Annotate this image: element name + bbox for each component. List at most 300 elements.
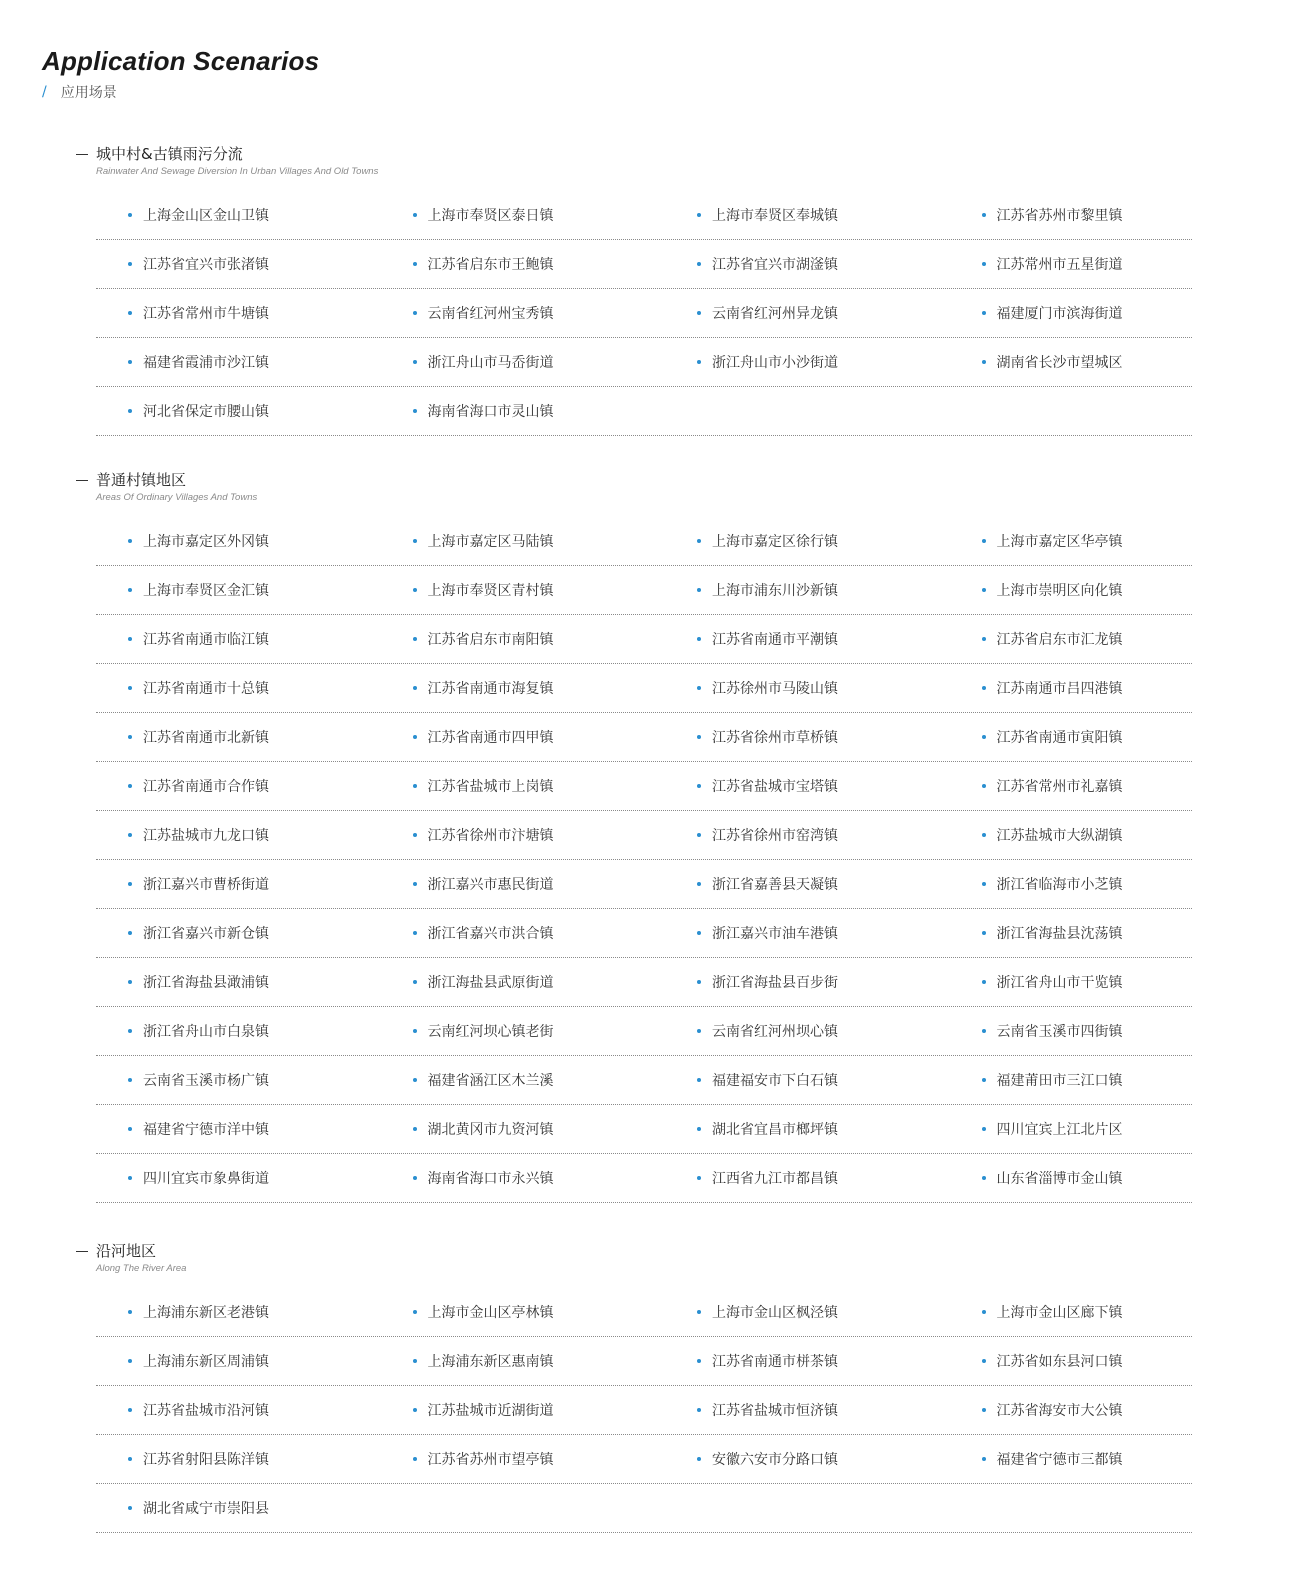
location-label: 福建省宁德市三都镇 bbox=[996, 1452, 1123, 1468]
location-label: 海南省海口市永兴镇 bbox=[427, 1171, 554, 1187]
bullet-icon bbox=[697, 931, 701, 935]
list-item bbox=[381, 678, 666, 698]
location-label: 云南省玉溪市四街镇 bbox=[996, 1024, 1123, 1040]
list-item bbox=[96, 1449, 381, 1469]
list-item bbox=[381, 727, 666, 747]
location-label: 浙江嘉兴市油车港镇 bbox=[712, 926, 838, 942]
bullet-icon bbox=[413, 588, 417, 592]
bullet-icon bbox=[413, 1127, 417, 1131]
bullet-icon bbox=[128, 311, 132, 315]
location-label: 福建福安市下白石镇 bbox=[712, 1073, 838, 1089]
location-label: 江苏省徐州市汴塘镇 bbox=[427, 828, 554, 844]
list-row bbox=[96, 1056, 1192, 1105]
bullet-icon bbox=[128, 1029, 132, 1033]
list-item bbox=[665, 874, 950, 894]
location-label: 四川宜宾市象鼻街道 bbox=[143, 1171, 269, 1187]
bullet-icon bbox=[413, 980, 417, 984]
location-list bbox=[96, 517, 1192, 1203]
list-item bbox=[950, 1021, 1192, 1041]
bullet-icon bbox=[413, 882, 417, 886]
location-label: 江苏省启东市王鲍镇 bbox=[427, 257, 554, 273]
location-list bbox=[96, 191, 1192, 436]
list-row bbox=[96, 1484, 1192, 1533]
list-item bbox=[665, 1119, 950, 1139]
location-label: 江苏省常州市牛塘镇 bbox=[143, 306, 269, 322]
list-item bbox=[381, 205, 666, 225]
location-label: 江苏省南通市栟茶镇 bbox=[712, 1354, 838, 1370]
location-label: 江苏省南通市合作镇 bbox=[143, 779, 269, 795]
bullet-icon bbox=[697, 262, 701, 266]
bullet-icon bbox=[697, 539, 701, 543]
bullet-icon bbox=[982, 1408, 986, 1412]
location-label: 福建莆田市三江口镇 bbox=[996, 1073, 1123, 1089]
list-item bbox=[950, 254, 1192, 274]
location-label: 江苏省海安市大公镇 bbox=[996, 1403, 1123, 1419]
location-label: 江苏省南通市临江镇 bbox=[143, 632, 269, 648]
location-label: 江苏省启东市汇龙镇 bbox=[996, 632, 1123, 648]
list-item bbox=[381, 1021, 666, 1041]
location-label: 上海市嘉定区徐行镇 bbox=[712, 534, 838, 550]
location-label: 浙江省嘉兴市洪合镇 bbox=[427, 926, 554, 942]
location-label: 云南省玉溪市杨广镇 bbox=[143, 1073, 269, 1089]
page-subtitle-row bbox=[42, 82, 319, 102]
location-label: 江苏省南通市海复镇 bbox=[427, 681, 554, 697]
location-label: 江西省九江市都昌镇 bbox=[712, 1171, 838, 1187]
list-item bbox=[950, 825, 1192, 845]
list-item bbox=[950, 1168, 1192, 1188]
location-label: 江苏省宜兴市湖滏镇 bbox=[712, 257, 838, 273]
list-item bbox=[950, 1449, 1192, 1469]
list-item bbox=[381, 352, 666, 372]
bullet-icon bbox=[128, 1127, 132, 1131]
list-item bbox=[950, 1400, 1192, 1420]
location-label: 上海市奉贤区金汇镇 bbox=[143, 583, 269, 599]
location-label: 江苏盐城市九龙口镇 bbox=[143, 828, 269, 844]
list-item bbox=[381, 629, 666, 649]
bullet-icon bbox=[697, 735, 701, 739]
bullet-icon bbox=[413, 1078, 417, 1082]
location-label: 江苏省徐州市窑湾镇 bbox=[712, 828, 838, 844]
bullet-icon bbox=[982, 539, 986, 543]
bullet-icon bbox=[413, 931, 417, 935]
bullet-icon bbox=[982, 360, 986, 364]
location-label: 山东省淄博市金山镇 bbox=[996, 1171, 1123, 1187]
location-label: 上海金山区金山卫镇 bbox=[143, 208, 269, 224]
list-row bbox=[96, 664, 1192, 713]
bullet-icon bbox=[982, 1359, 986, 1363]
list-item bbox=[665, 580, 950, 600]
section-title-en: Along The River Area bbox=[96, 1263, 187, 1274]
location-label: 江苏省苏州市黎里镇 bbox=[996, 208, 1123, 224]
section-title-en: Areas Of Ordinary Villages And Towns bbox=[96, 492, 258, 503]
location-label: 江苏省盐城市沿河镇 bbox=[143, 1403, 269, 1419]
location-label: 江苏盐城市大纵湖镇 bbox=[996, 828, 1123, 844]
section-heading bbox=[76, 470, 1192, 492]
bullet-icon bbox=[413, 311, 417, 315]
location-label: 江苏省南通市寅阳镇 bbox=[996, 730, 1123, 746]
section-title-cn: 城中村&古镇雨污分流 bbox=[96, 145, 243, 163]
bullet-icon bbox=[413, 1359, 417, 1363]
bullet-icon bbox=[982, 686, 986, 690]
bullet-icon bbox=[982, 735, 986, 739]
bullet-icon bbox=[697, 1408, 701, 1412]
list-item bbox=[950, 923, 1192, 943]
list-item bbox=[950, 678, 1192, 698]
bullet-icon bbox=[982, 931, 986, 935]
list-item bbox=[665, 825, 950, 845]
location-label: 浙江舟山市小沙街道 bbox=[712, 355, 838, 371]
list-item bbox=[665, 776, 950, 796]
bullet-icon bbox=[697, 980, 701, 984]
list-item bbox=[96, 352, 381, 372]
location-label: 浙江嘉兴市曹桥街道 bbox=[143, 877, 269, 893]
location-label: 上海市嘉定区外冈镇 bbox=[143, 534, 269, 550]
bullet-icon bbox=[413, 409, 417, 413]
bullet-icon bbox=[982, 1457, 986, 1461]
list-item bbox=[665, 1168, 950, 1188]
location-label: 江苏省南通市北新镇 bbox=[143, 730, 269, 746]
list-row bbox=[96, 860, 1192, 909]
dash-decoration bbox=[76, 480, 88, 481]
list-item bbox=[96, 1119, 381, 1139]
list-row bbox=[96, 1105, 1192, 1154]
section-ordinary-villages bbox=[76, 470, 1192, 1203]
location-label: 浙江海盐县武原街道 bbox=[427, 975, 554, 991]
list-item bbox=[96, 1168, 381, 1188]
list-row bbox=[96, 958, 1192, 1007]
location-label: 浙江省嘉善县天凝镇 bbox=[712, 877, 838, 893]
bullet-icon bbox=[413, 686, 417, 690]
section-river-area bbox=[76, 1241, 1192, 1533]
list-item bbox=[96, 678, 381, 698]
bullet-icon bbox=[982, 833, 986, 837]
location-label: 云南红河坝心镇老街 bbox=[427, 1024, 554, 1040]
list-item bbox=[381, 825, 666, 845]
bullet-icon bbox=[413, 1310, 417, 1314]
bullet-icon bbox=[128, 637, 132, 641]
list-item bbox=[381, 1168, 666, 1188]
location-label: 海南省海口市灵山镇 bbox=[427, 404, 554, 420]
page-title: Application Scenarios bbox=[42, 46, 320, 76]
bullet-icon bbox=[413, 735, 417, 739]
location-label: 上海浦东新区周浦镇 bbox=[143, 1354, 269, 1370]
location-label: 上海浦东新区老港镇 bbox=[143, 1305, 269, 1321]
bullet-icon bbox=[128, 1506, 132, 1510]
location-label: 安徽六安市分路口镇 bbox=[712, 1452, 838, 1468]
list-item bbox=[381, 401, 666, 421]
location-label: 江苏省南通市平潮镇 bbox=[712, 632, 838, 648]
list-item bbox=[950, 1119, 1192, 1139]
list-item bbox=[665, 254, 950, 274]
bullet-icon bbox=[982, 311, 986, 315]
list-row bbox=[96, 909, 1192, 958]
list-row bbox=[96, 1288, 1192, 1337]
location-label: 浙江省嘉兴市新仓镇 bbox=[143, 926, 269, 942]
bullet-icon bbox=[128, 1359, 132, 1363]
list-item bbox=[950, 727, 1192, 747]
bullet-icon bbox=[413, 784, 417, 788]
list-item bbox=[96, 923, 381, 943]
location-label: 上海市浦东川沙新镇 bbox=[712, 583, 838, 599]
bullet-icon bbox=[697, 1176, 701, 1180]
section-title-cn: 普通村镇地区 bbox=[96, 471, 187, 489]
list-item bbox=[665, 1449, 950, 1469]
bullet-icon bbox=[128, 833, 132, 837]
location-label: 湖北省咸宁市崇阳县 bbox=[143, 1501, 269, 1517]
location-label: 江苏省常州市礼嘉镇 bbox=[996, 779, 1123, 795]
bullet-icon bbox=[128, 686, 132, 690]
bullet-icon bbox=[128, 735, 132, 739]
list-row bbox=[96, 615, 1192, 664]
list-item bbox=[96, 776, 381, 796]
bullet-icon bbox=[128, 1408, 132, 1412]
list-item bbox=[381, 1070, 666, 1090]
list-item bbox=[96, 874, 381, 894]
location-label: 云南省红河州宝秀镇 bbox=[427, 306, 554, 322]
location-list bbox=[96, 1288, 1192, 1533]
list-item bbox=[665, 352, 950, 372]
bullet-icon bbox=[982, 213, 986, 217]
list-item bbox=[950, 776, 1192, 796]
bullet-icon bbox=[982, 1078, 986, 1082]
location-label: 福建厦门市滨海街道 bbox=[996, 306, 1123, 322]
section-title-cn: 沿河地区 bbox=[96, 1242, 157, 1260]
bullet-icon bbox=[697, 1359, 701, 1363]
list-row bbox=[96, 1435, 1192, 1484]
location-label: 浙江省临海市小芝镇 bbox=[996, 877, 1123, 893]
bullet-icon bbox=[697, 882, 701, 886]
list-item bbox=[381, 1351, 666, 1371]
list-item bbox=[96, 1351, 381, 1371]
list-item bbox=[96, 1021, 381, 1041]
bullet-icon bbox=[128, 360, 132, 364]
bullet-icon bbox=[413, 262, 417, 266]
section-heading bbox=[76, 1241, 1192, 1263]
location-label: 浙江省海盐县澉浦镇 bbox=[143, 975, 269, 991]
bullet-icon bbox=[982, 1310, 986, 1314]
location-label: 福建省宁德市洋中镇 bbox=[143, 1122, 269, 1138]
bullet-icon bbox=[697, 686, 701, 690]
bullet-icon bbox=[128, 1457, 132, 1461]
list-item bbox=[665, 1021, 950, 1041]
list-row bbox=[96, 191, 1192, 240]
page-header bbox=[42, 44, 319, 102]
location-label: 江苏省南通市十总镇 bbox=[143, 681, 269, 697]
location-label: 江苏省盐城市宝塔镇 bbox=[712, 779, 838, 795]
list-row bbox=[96, 566, 1192, 615]
list-item bbox=[381, 923, 666, 943]
dash-decoration bbox=[76, 1251, 88, 1252]
bullet-icon bbox=[697, 637, 701, 641]
bullet-icon bbox=[413, 1408, 417, 1412]
list-item bbox=[665, 1302, 950, 1322]
bullet-icon bbox=[697, 213, 701, 217]
bullet-icon bbox=[128, 1310, 132, 1314]
list-item bbox=[381, 776, 666, 796]
location-label: 云南省红河州坝心镇 bbox=[712, 1024, 838, 1040]
list-item bbox=[665, 1351, 950, 1371]
bullet-icon bbox=[982, 882, 986, 886]
location-label: 湖南省长沙市望城区 bbox=[996, 355, 1123, 371]
location-label: 上海市嘉定区马陆镇 bbox=[427, 534, 554, 550]
list-row bbox=[96, 289, 1192, 338]
bullet-icon bbox=[413, 637, 417, 641]
location-label: 上海市崇明区向化镇 bbox=[996, 583, 1123, 599]
list-item bbox=[96, 629, 381, 649]
bullet-icon bbox=[697, 311, 701, 315]
bullet-icon bbox=[128, 213, 132, 217]
location-label: 上海市嘉定区华亭镇 bbox=[996, 534, 1123, 550]
location-label: 上海市金山区廊下镇 bbox=[996, 1305, 1123, 1321]
list-row bbox=[96, 762, 1192, 811]
bullet-icon bbox=[697, 360, 701, 364]
bullet-icon bbox=[982, 262, 986, 266]
bullet-icon bbox=[413, 1457, 417, 1461]
list-item bbox=[96, 254, 381, 274]
location-label: 浙江省海盐县百步街 bbox=[712, 975, 838, 991]
list-item bbox=[950, 531, 1192, 551]
list-item bbox=[381, 254, 666, 274]
list-item bbox=[96, 531, 381, 551]
location-label: 上海市金山区枫泾镇 bbox=[712, 1305, 838, 1321]
list-row bbox=[96, 1337, 1192, 1386]
bullet-icon bbox=[413, 833, 417, 837]
bullet-icon bbox=[413, 1029, 417, 1033]
bullet-icon bbox=[982, 637, 986, 641]
bullet-icon bbox=[128, 409, 132, 413]
bullet-icon bbox=[697, 1457, 701, 1461]
location-label: 江苏盐城市近湖街道 bbox=[427, 1403, 554, 1419]
list-row bbox=[96, 1007, 1192, 1056]
bullet-icon bbox=[982, 1176, 986, 1180]
list-item bbox=[381, 1449, 666, 1469]
bullet-icon bbox=[413, 213, 417, 217]
list-item bbox=[665, 678, 950, 698]
location-label: 江苏省盐城市上岗镇 bbox=[427, 779, 554, 795]
list-item bbox=[96, 1302, 381, 1322]
bullet-icon bbox=[697, 1310, 701, 1314]
bullet-icon bbox=[128, 1078, 132, 1082]
location-label: 江苏省徐州市草桥镇 bbox=[712, 730, 838, 746]
bullet-icon bbox=[128, 931, 132, 935]
list-item bbox=[381, 1302, 666, 1322]
bullet-icon bbox=[128, 1176, 132, 1180]
bullet-icon bbox=[128, 262, 132, 266]
list-item bbox=[96, 401, 381, 421]
list-item bbox=[96, 1070, 381, 1090]
bullet-icon bbox=[413, 539, 417, 543]
bullet-icon bbox=[413, 1176, 417, 1180]
list-item bbox=[950, 580, 1192, 600]
list-item bbox=[96, 580, 381, 600]
list-row bbox=[96, 713, 1192, 762]
location-label: 江苏省如东县河口镇 bbox=[996, 1354, 1123, 1370]
section-heading bbox=[76, 144, 1192, 166]
list-item bbox=[96, 825, 381, 845]
list-row bbox=[96, 387, 1192, 436]
list-item bbox=[950, 1351, 1192, 1371]
page-subtitle: 应用场景 bbox=[60, 85, 117, 101]
list-item bbox=[665, 972, 950, 992]
list-item bbox=[381, 580, 666, 600]
section-urban-villages bbox=[76, 144, 1192, 436]
location-label: 湖北黄冈市九资河镇 bbox=[427, 1122, 554, 1138]
list-item bbox=[381, 531, 666, 551]
location-label: 江苏省苏州市望亭镇 bbox=[427, 1452, 554, 1468]
list-item bbox=[381, 972, 666, 992]
list-item bbox=[950, 972, 1192, 992]
location-label: 江苏南通市吕四港镇 bbox=[996, 681, 1123, 697]
list-item bbox=[381, 874, 666, 894]
bullet-icon bbox=[128, 588, 132, 592]
bullet-icon bbox=[413, 360, 417, 364]
location-label: 福建省涵江区木兰溪 bbox=[427, 1073, 554, 1089]
list-item bbox=[381, 303, 666, 323]
location-label: 江苏省宜兴市张渚镇 bbox=[143, 257, 269, 273]
location-label: 云南省红河州异龙镇 bbox=[712, 306, 838, 322]
section-title-en: Rainwater And Sewage Diversion In Urban Villages And Old Towns bbox=[96, 166, 379, 177]
list-item bbox=[950, 1070, 1192, 1090]
bullet-icon bbox=[697, 1029, 701, 1033]
bullet-icon bbox=[982, 784, 986, 788]
bullet-icon bbox=[697, 588, 701, 592]
location-label: 上海市金山区亭林镇 bbox=[427, 1305, 554, 1321]
location-label: 浙江舟山市马岙街道 bbox=[427, 355, 554, 371]
list-item bbox=[96, 303, 381, 323]
location-label: 江苏省盐城市恒济镇 bbox=[712, 1403, 838, 1419]
list-item bbox=[950, 629, 1192, 649]
list-row bbox=[96, 1154, 1192, 1203]
list-item bbox=[665, 531, 950, 551]
bullet-icon bbox=[697, 784, 701, 788]
list-item bbox=[665, 629, 950, 649]
location-label: 湖北省宜昌市榔坪镇 bbox=[712, 1122, 838, 1138]
location-label: 浙江嘉兴市惠民街道 bbox=[427, 877, 554, 893]
location-label: 福建省霞浦市沙江镇 bbox=[143, 355, 269, 371]
list-item bbox=[381, 1119, 666, 1139]
location-label: 江苏省射阳县陈洋镇 bbox=[143, 1452, 269, 1468]
location-label: 浙江省舟山市干览镇 bbox=[996, 975, 1123, 991]
list-item bbox=[96, 1400, 381, 1420]
bullet-icon bbox=[128, 882, 132, 886]
location-label: 浙江省舟山市白泉镇 bbox=[143, 1024, 269, 1040]
location-label: 上海市奉贤区青村镇 bbox=[427, 583, 554, 599]
bullet-icon bbox=[697, 1078, 701, 1082]
list-row bbox=[96, 811, 1192, 860]
list-item bbox=[665, 303, 950, 323]
list-item bbox=[665, 727, 950, 747]
bullet-icon bbox=[982, 980, 986, 984]
dash-decoration bbox=[76, 154, 88, 155]
bullet-icon bbox=[128, 980, 132, 984]
location-label: 江苏常州市五星街道 bbox=[996, 257, 1123, 273]
list-row bbox=[96, 240, 1192, 289]
list-row bbox=[96, 517, 1192, 566]
location-label: 上海市奉贤区奉城镇 bbox=[712, 208, 838, 224]
list-item bbox=[665, 923, 950, 943]
list-row bbox=[96, 1386, 1192, 1435]
list-row bbox=[96, 338, 1192, 387]
list-item bbox=[950, 205, 1192, 225]
list-item bbox=[950, 1302, 1192, 1322]
list-item bbox=[665, 1400, 950, 1420]
location-label: 浙江省海盐县沈荡镇 bbox=[996, 926, 1123, 942]
slash-decoration: / bbox=[42, 84, 47, 100]
location-label: 上海市奉贤区泰日镇 bbox=[427, 208, 554, 224]
location-label: 江苏省启东市南阳镇 bbox=[427, 632, 554, 648]
location-label: 江苏省南通市四甲镇 bbox=[427, 730, 554, 746]
bullet-icon bbox=[982, 1029, 986, 1033]
